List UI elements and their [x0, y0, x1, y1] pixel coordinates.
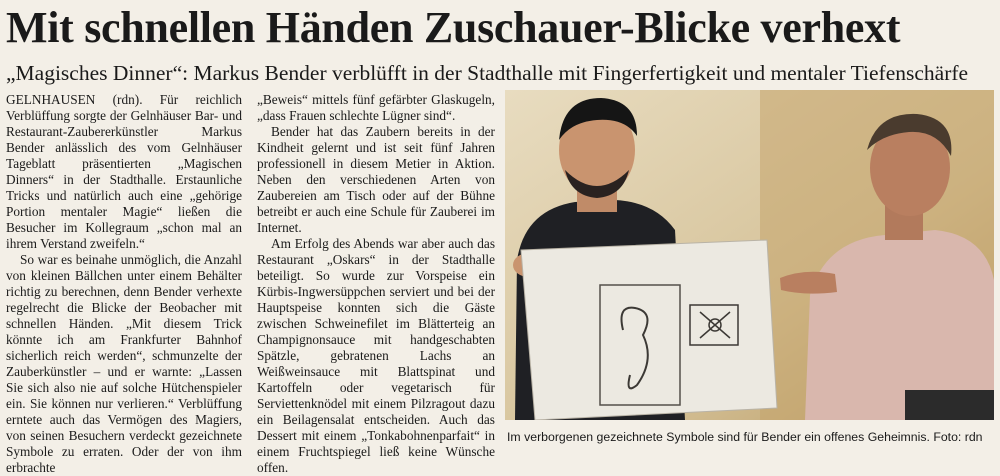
article-column-1: [6, 92, 242, 476]
paragraph: „Beweis“ mittels fünf gefärbter Glaskugeln, „dass Frauen schlechte Lügner sind“.: [257, 92, 495, 123]
subheadline: „Magisches Dinner“: Markus Bender verblüfft in der Stadthalle mit Fingerfertigkeit und mentaler Tiefenschärfe: [6, 61, 969, 85]
photo-illustration: [505, 90, 994, 420]
article-photo: [505, 90, 994, 420]
photo-caption: Im verborgenen gezeichnete Symbole sind für Bender ein offenes Geheimnis. Foto: rdn: [507, 430, 983, 444]
article-column-2: [257, 92, 495, 476]
paragraph: GELNHAUSEN (rdn). Für reichlich Verblüffung sorgte der Gelnhäuser Bar- und Restaurant-Zaubererkünstler Markus Bender anlässlich des vom Gelnhäuser Tageblatt präsentierten „Magischen Dinners“ in der Stadthalle. Erstaunliche Tricks und natürlich auch eine „gehörige Portion mentaler Magie“ ließen die Besucher im Kollegraum „schon mal an ihrem Verstand zweifeln.“: [6, 92, 242, 251]
paragraph: Bender hat das Zaubern bereits in der Kindheit gelernt und ist seit fünf Jahren professionell in diesem Metier in Aktion. Neben den verschiedenen Arten von Zaubereien am Tisch oder auf der Bühne betreibt er auch eine Schule für Zauberei im Internet.: [257, 124, 495, 235]
headline: Mit schnellen Händen Zuschauer-Blicke verhext: [6, 3, 901, 52]
paragraph: Am Erfolg des Abends war aber auch das Restaurant „Oskars“ in der Stadthalle beteiligt. So wurde zur Vorspeise ein Kürbis-Ingwersüppchen serviert und bei der Hauptspeise konnten sich die Gäste zwischen Schweinefilet im Blätterteig an Champignonsauce mit handgeschabten Spätzle, gebratenen Lachs an Weißweinsauce mit Blattspinat und Kartoffeln oder vegetarisch für Serviettenknödel mit einem Pilzragout dazu ein Beilagensalat entscheiden. Auch das Dessert mit einem „Tonkabohnenparfait“ in einem Fruchtspiegel ließ keine Wünsche offen.: [257, 236, 495, 475]
paragraph: So war es beinahe unmöglich, die Anzahl von kleinen Bällchen unter einem Behälter richtig zu berechnen, denn Bender verhexte regelrecht die Blicke der Beobacher mit schnellen Händen. „Mit diesem Trick könnte ich am Frankfurter Bahnhof sicherlich reich werden“, schmunzelte der Zauberkünstler – und er warnte: „Lassen Sie sich also nie auf solche Hütchenspieler ein. Sie können nur verlieren.“ Verblüffung erntete auch das Vermögen des Magiers, von seinen Besuchern verdeckt gezeichnete Symbole zu erraten. Oder der von ihm erbrachte: [6, 252, 242, 475]
